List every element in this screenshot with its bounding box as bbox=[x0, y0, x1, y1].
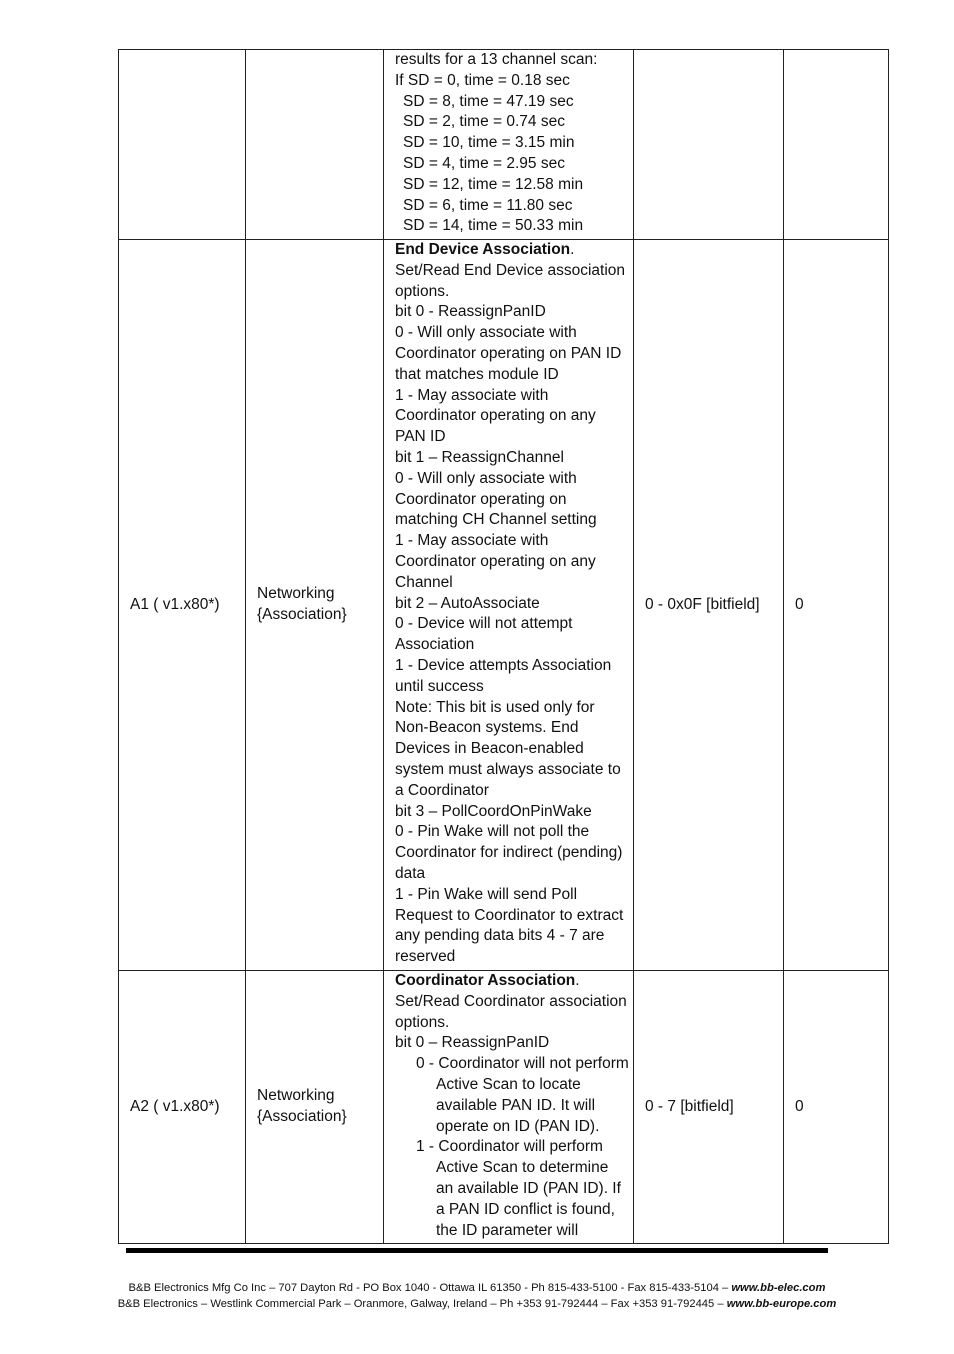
description-title: End Device Association bbox=[395, 241, 571, 258]
table-row bbox=[119, 971, 889, 1244]
description-line: Active Scan to locate bbox=[436, 1075, 581, 1093]
description-line: results for a 13 channel scan: bbox=[395, 51, 598, 68]
description-heading bbox=[395, 971, 627, 992]
footer-eu-text: B&B Electronics – Westlink Commercial Park – Oranmore, Galway, Ireland – Ph +353 91-792444 – Fax +353 91-792445 – bbox=[117, 1298, 727, 1310]
description-line: available PAN ID. It will bbox=[436, 1096, 596, 1114]
command-code: A1 ( v1.x80*) bbox=[130, 595, 220, 613]
default-cell bbox=[784, 240, 889, 971]
description-line: reserved bbox=[395, 948, 456, 966]
description-line: a PAN ID conflict is found, bbox=[436, 1200, 615, 1218]
command-cell bbox=[119, 971, 246, 1244]
description-line: options. bbox=[395, 1013, 450, 1031]
description-line: options. bbox=[395, 282, 450, 300]
description-line: SD = 8, time = 47.19 sec bbox=[403, 92, 574, 110]
description-line: 1 - Device attempts Association bbox=[395, 656, 612, 674]
description-line: a Coordinator bbox=[395, 781, 489, 799]
range-value: 0 - 0x0F [bitfield] bbox=[645, 595, 760, 613]
description-title: Coordinator Association bbox=[395, 972, 576, 989]
description-line: 0 - Pin Wake will not poll the bbox=[395, 823, 590, 841]
description-title-suffix: . bbox=[570, 241, 575, 258]
command-cell bbox=[119, 50, 246, 240]
description-line: operate on ID (PAN ID). bbox=[436, 1117, 600, 1135]
range-cell bbox=[634, 50, 784, 240]
description-line: bit 1 – ReassignChannel bbox=[395, 448, 564, 466]
range-cell bbox=[634, 971, 784, 1244]
description-line: 1 - Pin Wake will send Poll bbox=[395, 885, 578, 903]
description-line: Note: This bit is used only for bbox=[395, 698, 595, 716]
footer-eu-address bbox=[0, 1298, 954, 1310]
description-line: SD = 12, time = 12.58 min bbox=[403, 175, 584, 193]
description-line: Coordinator operating on bbox=[395, 490, 567, 508]
description-line: Non-Beacon systems. End bbox=[395, 719, 579, 737]
description-line: bit 2 – AutoAssociate bbox=[395, 594, 540, 612]
description-title-suffix: . bbox=[575, 972, 580, 989]
description-line: until success bbox=[395, 677, 484, 695]
description-line: 0 - Will only associate with bbox=[395, 469, 577, 487]
description-line: Request to Coordinator to extract bbox=[395, 906, 624, 924]
description-line: matching CH Channel setting bbox=[395, 511, 597, 529]
description-line: Channel bbox=[395, 573, 453, 591]
footer-us-text: B&B Electronics Mfg Co Inc – 707 Dayton Rd - PO Box 1040 - Ottawa IL 61350 - Ph 815-433-5100 - Fax 815-433-5104 – bbox=[128, 1282, 732, 1294]
description-line: Coordinator operating on any bbox=[395, 407, 596, 425]
footer-us-website-link[interactable]: www.bb-elec.com bbox=[731, 1282, 826, 1294]
description-line: Set/Read Coordinator association bbox=[395, 992, 627, 1010]
description-cell bbox=[384, 971, 634, 1244]
description-line: Active Scan to determine bbox=[436, 1159, 609, 1177]
command-cell bbox=[119, 240, 246, 971]
description-line: system must always associate to bbox=[395, 760, 621, 778]
category-sublabel: {Association} bbox=[257, 606, 347, 623]
description-line: SD = 6, time = 11.80 sec bbox=[403, 196, 573, 214]
description-line: 0 - Device will not attempt bbox=[395, 615, 573, 633]
description-line: Association bbox=[395, 636, 475, 654]
footer-eu-website-link[interactable]: www.bb-europe.com bbox=[726, 1298, 837, 1310]
category-cell bbox=[246, 971, 384, 1244]
default-value: 0 bbox=[795, 595, 804, 613]
table-row bbox=[119, 240, 889, 971]
description-line: SD = 4, time = 2.95 sec bbox=[403, 154, 565, 172]
description-line: Set/Read End Device association bbox=[395, 261, 626, 279]
description-line: bit 0 - ReassignPanID bbox=[395, 303, 546, 321]
description-line: that matches module ID bbox=[395, 365, 559, 383]
description-heading bbox=[395, 240, 627, 261]
range-value: 0 - 7 [bitfield] bbox=[645, 1097, 734, 1115]
footer-us-address bbox=[0, 1282, 954, 1294]
description-line: bit 3 – PollCoordOnPinWake bbox=[395, 802, 592, 820]
category-label: Networking bbox=[257, 585, 335, 603]
category-cell bbox=[246, 50, 384, 240]
description-line: SD = 10, time = 3.15 min bbox=[403, 134, 575, 152]
description-line: data bbox=[395, 864, 426, 882]
command-code: A2 ( v1.x80*) bbox=[130, 1097, 220, 1115]
table-row bbox=[119, 50, 889, 240]
description-line: any pending data bits 4 - 7 are bbox=[395, 927, 605, 945]
category-sublabel: {Association} bbox=[257, 1108, 347, 1125]
description-line: Devices in Beacon-enabled bbox=[395, 740, 584, 758]
description-line: 1 - May associate with bbox=[395, 532, 549, 550]
description-cell bbox=[384, 50, 634, 240]
category-label: Networking bbox=[257, 1087, 335, 1105]
description-line: 0 - Coordinator will not perform bbox=[416, 1055, 629, 1073]
description-cell bbox=[384, 240, 634, 971]
description-line: Coordinator operating on any bbox=[395, 552, 596, 570]
range-cell bbox=[634, 240, 784, 971]
default-cell bbox=[784, 971, 889, 1244]
default-value: 0 bbox=[795, 1097, 804, 1115]
footer-divider bbox=[126, 1248, 828, 1253]
default-cell bbox=[784, 50, 889, 240]
command-table bbox=[118, 49, 889, 1244]
description-line: If SD = 0, time = 0.18 sec bbox=[395, 71, 570, 89]
description-line: 1 - May associate with bbox=[395, 386, 549, 404]
description-line: 0 - Will only associate with bbox=[395, 324, 577, 342]
description-line: Coordinator for indirect (pending) bbox=[395, 844, 623, 862]
description-line: 1 - Coordinator will perform bbox=[416, 1138, 603, 1156]
description-line: SD = 14, time = 50.33 min bbox=[403, 217, 584, 235]
description-line: an available ID (PAN ID). If bbox=[436, 1179, 621, 1197]
description-line: bit 0 – ReassignPanID bbox=[395, 1034, 550, 1052]
description-line: Coordinator operating on PAN ID bbox=[395, 344, 622, 362]
category-cell bbox=[246, 240, 384, 971]
description-line: SD = 2, time = 0.74 sec bbox=[403, 113, 565, 131]
description-line: PAN ID bbox=[395, 428, 446, 446]
description-line: the ID parameter will bbox=[436, 1221, 579, 1239]
